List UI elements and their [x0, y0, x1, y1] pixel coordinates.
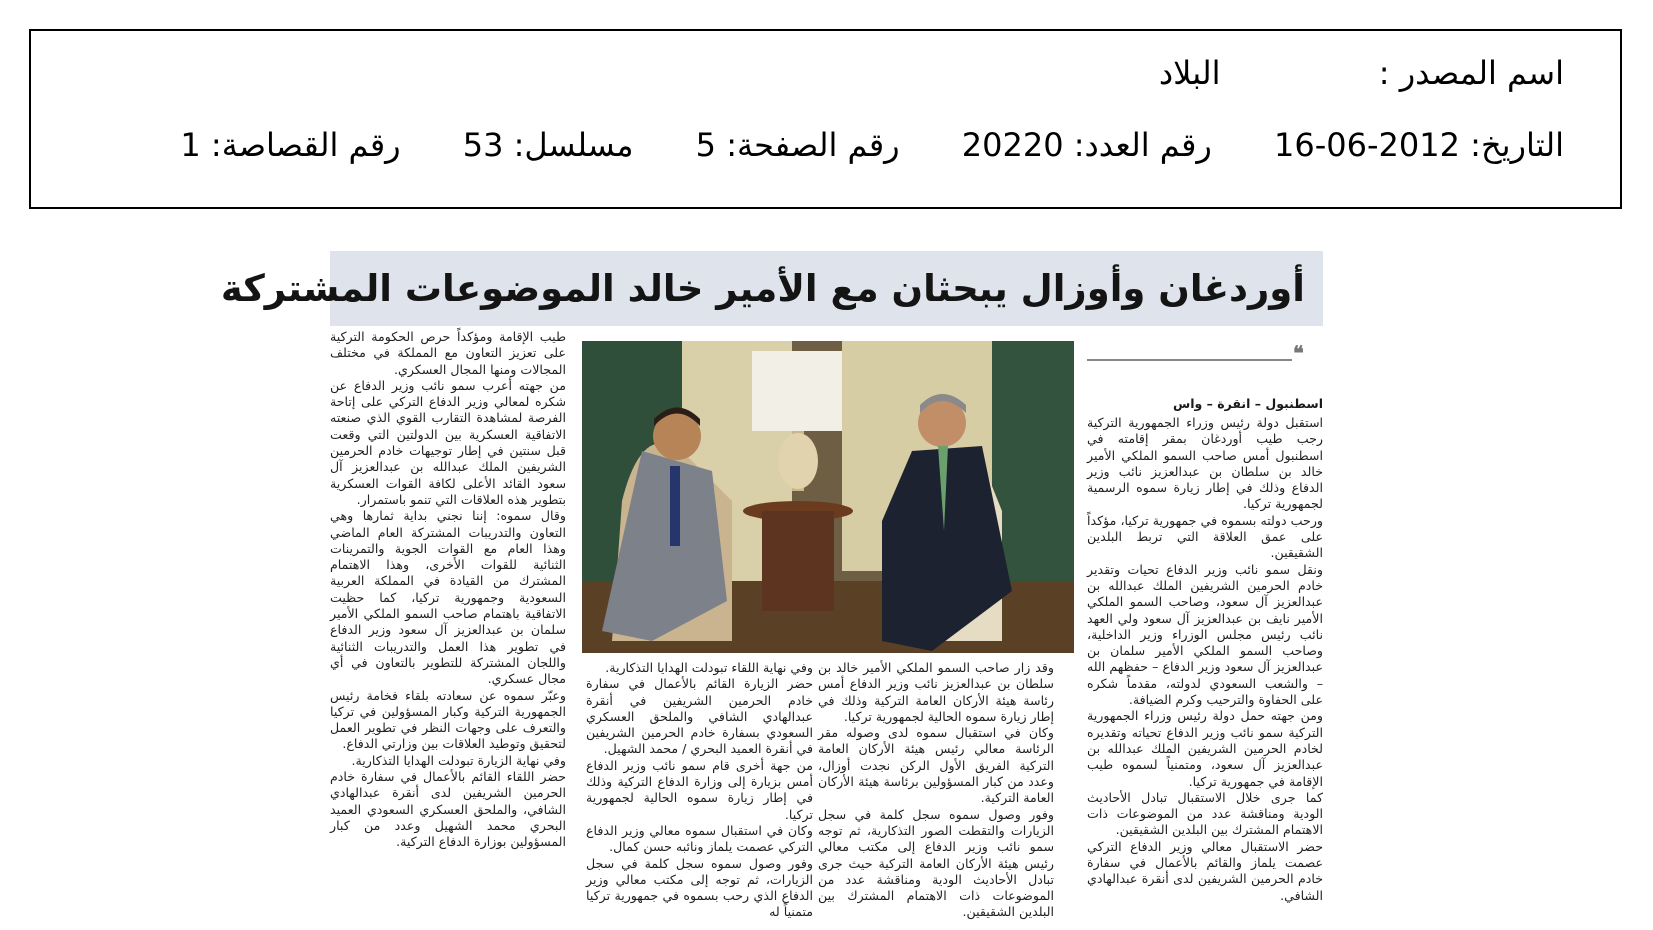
paragraph: وكان في استقبال سموه لدى وصوله مقر الرئاسة معالي رئيس هيئة الأركان العامة التركية الفريق الأول الركن نجدت أوزال، وعدد من كبار المسؤولين برئاسة هيئة الأركان العامة التركية.	[818, 725, 1054, 806]
paragraph: وقال سموه: إننا نجني بداية ثمارها وهي التعاون والتدريبات المشتركة العام الماضي وهذا العام مع القوات الجوية والتمرينات الثنائية للقوات الأخرى، وهذا الاهتمام المشترك من القيادة في المملكة العربية السعودية وجمهورية تركيا، كما حظيت الاتفاقية باهتمام صاحب السمو الملكي الأمير سلمان بن عبدالعزيز آل سعود وزير الدفاع في تطوير هذا العمل والتدريبات الثنائية واللجان المشتركة للتطوير بالتعاون في أي مجال عسكري.	[330, 508, 566, 687]
article-column-4	[330, 329, 566, 851]
article-headline: أوردغان وأوزال يبحثان مع الأمير خالد الموضوعات المشتركة	[220, 267, 1305, 310]
source-value: البلاد	[1158, 54, 1221, 92]
paragraph: وفور وصول سموه سجل كلمة في سجل الزيارات والتقطت الصور التذكارية، ثم توجه سمو نائب وزير الدفاع إلى مكتب معالي رئيس هيئة الأركان العامة التركية حيث جرى تبادل الأحاديث الودية ومناقشة عدد من الموضوعات ذات الاهتمام المشترك بين البلدين الشقيقين.	[818, 806, 1054, 920]
paragraph: وفي نهاية اللقاء تبودلت الهدايا التذكارية.	[605, 660, 813, 675]
paragraph: وعبّر سموه عن سعادته بلقاء فخامة رئيس الجمهورية التركية وكبار المسؤولين في تركيا والتعرف على وجهات النظر في تطوير العمل لتحقيق وتوطيد العلاقات بين وزارتي الدفاع.	[330, 687, 566, 752]
date-field: التاريخ: 2012-06-16	[1274, 126, 1564, 164]
paragraph: وفي نهاية الزيارة تبودلت الهدايا التذكارية.	[351, 752, 566, 768]
paragraph: ومن جهته حمل دولة رئيس وزراء الجمهورية التركية سمو نائب وزير الدفاع تحياته وتقديره لخادم الحرمين الشريفين الملك عبدالله بن عبدالعزيز آل سعود، ومتمنياً لسموه طيب الإقامة في جمهورية تركيا.	[1087, 708, 1323, 789]
quote-mark-icon: ❝	[1293, 341, 1304, 365]
details-line	[180, 125, 1564, 165]
issue-number-field: رقم العدد: 20220	[961, 126, 1212, 164]
meeting-photo-icon	[582, 341, 1074, 653]
headline-band	[220, 251, 1323, 326]
paragraph: حضر اللقاء القائم بالأعمال في سفارة خادم الحرمين الشريفين لدى أنقرة عبدالهادي الشافي، والملحق العسكري السعودي العميد البحري محمد الشهيل وعدد من كبار المسؤولين بوزارة الدفاع التركية.	[330, 769, 566, 850]
article-column-2	[818, 660, 1054, 921]
paragraph: وقد زار صاحب السمو الملكي الأمير خالد بن سلطان بن عبدالعزيز نائب وزير الدفاع أمس رئاسة هيئة الأركان العامة التركية وذلك في إطار زيارة سموه الحالية لجمهورية تركيا.	[818, 660, 1054, 724]
article-dateline: اسطنبول – انقرة – واس	[1173, 396, 1323, 411]
newspaper-clipping	[220, 249, 1325, 920]
source-label: اسم المصدر :	[1378, 54, 1564, 92]
paragraph: كما جرى خلال الاستقبال تبادل الأحاديث الودية ومناقشة عدد من الموضوعات ذات الاهتمام المشترك بين البلدين الشقيقين.	[1087, 789, 1323, 838]
serial-field: مسلسل: 53	[462, 126, 634, 164]
article-column-3	[586, 660, 813, 921]
paragraph: طيب الإقامة ومؤكداً حرص الحكومة التركية على تعزيز التعاون مع المملكة في مختلف المجالات ومنها المجال العسكري.	[330, 329, 566, 377]
paragraph: من جهته أعرب سمو نائب وزير الدفاع عن شكره لمعالي وزير الدفاع التركي على إتاحة الفرصة لمشاهدة التقارب القوي الذي صنعته الاتفاقية العسكرية بين الدولتين التي وقعت قبل سنتين في إطار توجيهات خادم الحرمين الشريفين الملك عبدالله بن عبدالعزيز آل سعود القائد الأعلى لكافة القوات العسكرية بتطوير هذه العلاقات التي تنمو باستمرار.	[330, 377, 566, 507]
page-number-field: رقم الصفحة: 5	[695, 126, 900, 164]
paragraph: استقبل دولة رئيس وزراء الجمهورية التركية رجب طيب أوردغان بمقر إقامته في اسطنبول أمس صاحب السمو الملكي الأمير خالد بن سلطان بن عبدالعزيز نائب وزير الدفاع وذلك في إطار زيارة سموه الرسمية لجمهورية تركيا.	[1087, 415, 1323, 512]
paragraph: وكان في استقبال سموه معالي وزير الدفاع التركي عصمت يلماز ونائبه حسن كمال.	[586, 822, 813, 855]
divider	[1087, 359, 1292, 361]
source-line	[1159, 53, 1564, 93]
clip-number-field: رقم القصاصة: 1	[180, 126, 401, 164]
paragraph: حضر الاستقبال معالي وزير الدفاع التركي عصمت يلماز والقائم بالأعمال في سفارة خادم الحرمين الشريفين لدى أنقرة عبدالهادي الشافي.	[1087, 838, 1323, 903]
paragraph: حضر الزيارة القائم بالأعمال في سفارة خادم الحرمين الشريفين في أنقرة عبدالهادي الشافي والملحق العسكري السعودي بسفارة خادم الحرمين الشريفين في أنقرة العميد البحري / محمد الشهيل.	[586, 676, 813, 757]
paragraph: وفور وصول سموه سجل كلمة في سجل الزيارات، ثم توجه إلى مكتب معالي وزير الدفاع الذي رحب بسموه في جمهورية تركيا متمنياً له	[586, 855, 813, 920]
article-column-1	[1087, 415, 1323, 904]
paragraph: ورحب دولته بسموه في جمهورية تركيا، مؤكداً على عمق العلاقة التي تربط البلدين الشقيقين.	[1087, 512, 1323, 561]
source-metadata-box	[29, 29, 1622, 209]
paragraph: ونقل سمو نائب وزير الدفاع تحيات وتقدير خادم الحرمين الشريفين الملك عبدالله بن عبدالعزيز آل سعود، وصاحب السمو الملكي الأمير نايف بن عبدالعزيز آل سعود ولي العهد نائب رئيس مجلس الوزراء وزير الداخلية، وصاحب السمو الملكي الأمير سلمان بن عبدالعزيز آل سعود وزير الدفاع – حفظهم الله – والشعب السعودي لدولته، مقدماً شكره على الحفاوة والترحيب وكرم الضيافة.	[1087, 561, 1323, 708]
paragraph: من جهة أخرى قام سمو نائب وزير الدفاع أمس بزيارة إلى وزارة الدفاع التركية وذلك في إطار زيارة سموه الحالية لجمهورية تركيا.	[586, 757, 813, 822]
